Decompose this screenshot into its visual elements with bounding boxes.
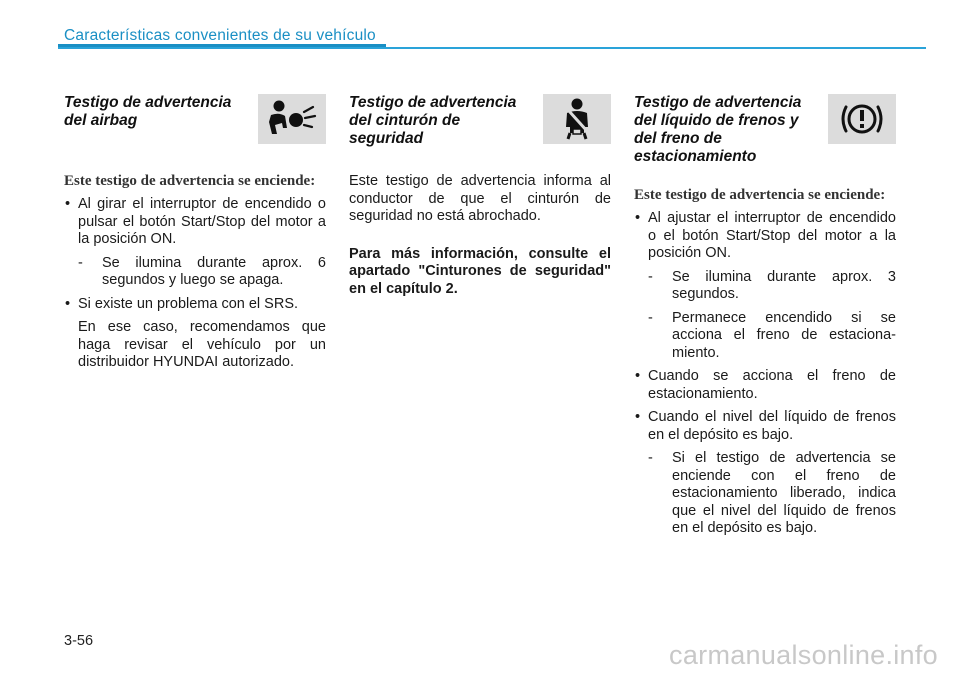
- airbag-section-title: Testigo de advertencia del airbag: [64, 94, 232, 129]
- brake-warning-icon: [828, 94, 896, 144]
- header-title: Características convenientes de su vehículo: [64, 27, 376, 44]
- airbag-subheading: Este testigo de advertencia se enciende:: [64, 173, 316, 189]
- page-number: 3-56: [64, 633, 94, 649]
- seatbelt-section-title: Testigo de advertencia del cinturón de seguridad: [349, 94, 517, 147]
- brake-bullet-ignition: • Al ajustar el interruptor de encendido o el botón Start/Stop del motor a la posición ON.: [634, 210, 896, 263]
- seatbelt-warning-icon: [543, 94, 611, 144]
- airbag-bullet-ignition: • Al girar el interruptor de encendido o pulsar el botón Start/Stop del motor a la posición ON.: [64, 196, 326, 249]
- watermark: carmanualsonline.info: [669, 640, 938, 670]
- brake-subheading: Este testigo de advertencia se enciende:: [634, 187, 886, 203]
- brake-dash-fluid-low: - Si el testigo de advertencia se enciende con el freno de estacionamiento liberado, indica que el nivel del líquido de frenos en el depósito es bajo.: [648, 450, 896, 538]
- airbag-dealer-note: En ese caso, recomendamos que haga revisar el vehículo por un distribuidor HYUNDAI autorizado.: [78, 319, 326, 370]
- airbag-bullet-srs: • Si existe un problema con el SRS.: [64, 296, 326, 314]
- seatbelt-section: [349, 94, 611, 298]
- brake-bullet-parking: • Cuando se acciona el freno de estacionamiento.: [634, 368, 896, 403]
- airbag-section: [64, 94, 326, 378]
- seatbelt-reference-note: Para más información, consulte el apartado "Cinturones de seguridad" en el capítulo 2.: [349, 245, 611, 297]
- header-rule: [58, 47, 926, 49]
- brake-bullet-fluid: • Cuando el nivel del líquido de frenos en el depósito es bajo.: [634, 409, 896, 444]
- seatbelt-body: Este testigo de advertencia informa al conductor de que el cinturón de seguridad no está abrochado.: [349, 173, 611, 224]
- brake-section-title: Testigo de advertencia del líquido de frenos y del freno de estacionamiento: [634, 94, 802, 165]
- airbag-warning-icon: [258, 94, 326, 144]
- brake-section: [634, 94, 896, 544]
- airbag-dash-illuminate: - Se ilumina durante aprox. 6 segundos y luego se apaga.: [78, 255, 326, 290]
- brake-dash-parking: - Permanece encendido si se acciona el freno de estaciona-miento.: [648, 310, 896, 363]
- brake-dash-illuminate: - Se ilumina durante aprox. 3 segundos.: [648, 269, 896, 304]
